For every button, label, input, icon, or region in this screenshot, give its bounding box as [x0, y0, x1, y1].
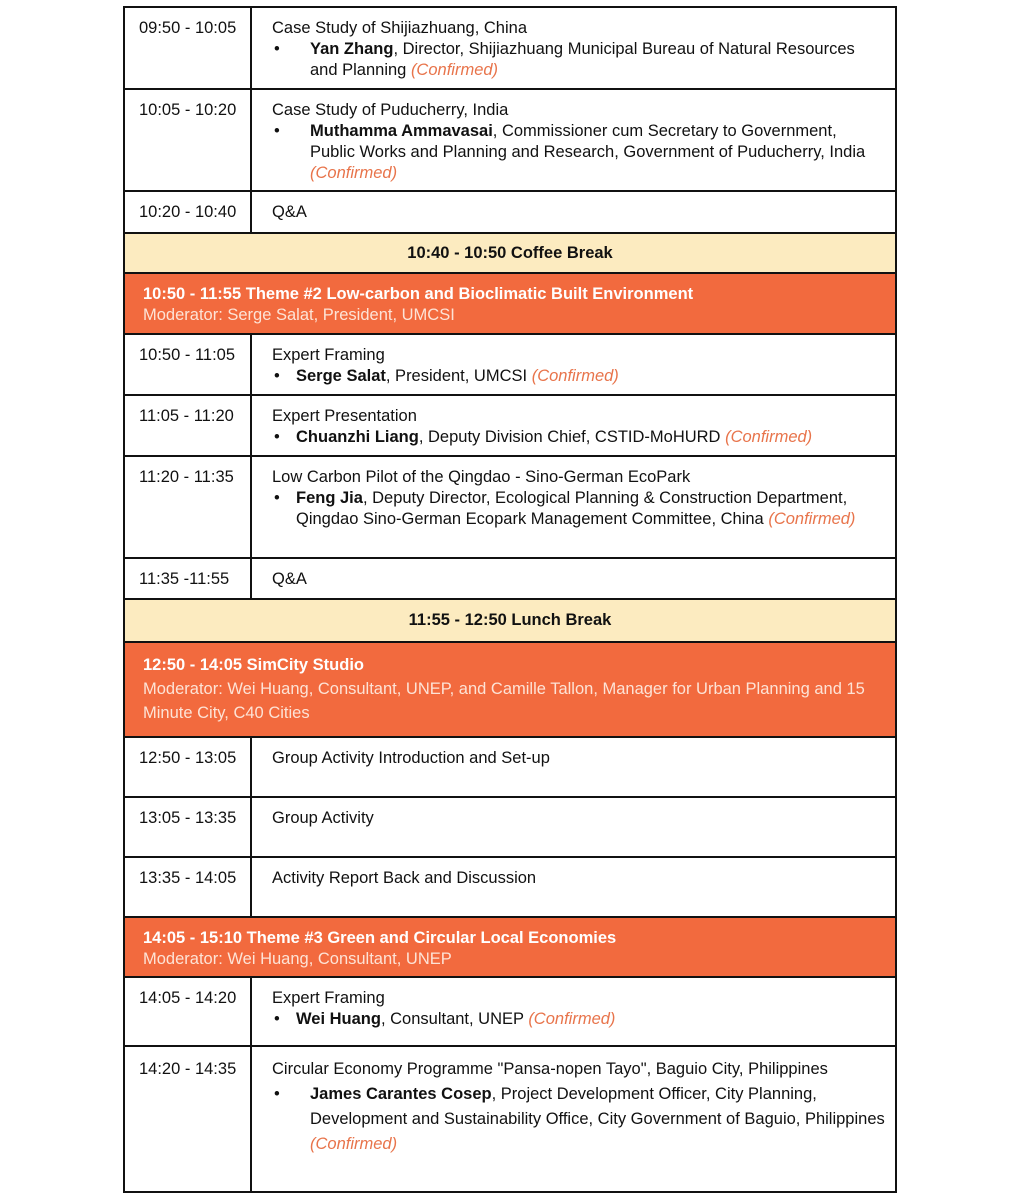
session-content	[252, 335, 895, 394]
agenda-table	[123, 6, 897, 1193]
session-title: Circular Economy Programme "Pansa-nopen Tayo", Baguio City, Philippines	[272, 1060, 828, 1078]
session-row	[125, 858, 895, 918]
speaker-role: , President, UMCSI	[385, 367, 528, 385]
speaker-item	[272, 121, 885, 184]
session-row	[125, 192, 895, 234]
session-row	[125, 8, 895, 90]
session-content	[252, 738, 895, 796]
speaker-name: Wei Huang	[296, 1010, 381, 1028]
session-time: 10:50 - 11:05	[125, 335, 252, 394]
session-row	[125, 798, 895, 858]
theme-header-row	[125, 643, 895, 738]
session-content	[252, 90, 895, 190]
session-title: Q&A	[272, 570, 307, 588]
speaker-item	[272, 366, 885, 387]
status-badge: (Confirmed)	[528, 1010, 616, 1028]
session-row	[125, 90, 895, 192]
break-row	[125, 600, 895, 643]
session-title: Expert Framing	[272, 989, 385, 1007]
session-row	[125, 457, 895, 559]
moderator: Moderator: Serge Salat, President, UMCSI	[143, 306, 455, 324]
session-title: Expert Presentation	[272, 407, 417, 425]
speaker-role: , Deputy Director, Ecological Planning & Construction Department, Qingdao Sino-German Ecopark Management Committee, China	[296, 489, 848, 528]
session-content	[252, 8, 895, 88]
session-title: Case Study of Puducherry, India	[272, 101, 509, 119]
break-label: 10:40 - 10:50 Coffee Break	[407, 243, 613, 262]
speaker-item	[272, 1082, 885, 1157]
speaker-name: Feng Jia	[296, 489, 363, 507]
moderator: Moderator: Wei Huang, Consultant, UNEP	[143, 950, 452, 968]
session-content	[252, 396, 895, 455]
speaker-role: , Consultant, UNEP	[380, 1010, 524, 1028]
session-row	[125, 396, 895, 457]
session-content	[252, 978, 895, 1045]
theme-title: 10:50 - 11:55 Theme #2 Low-carbon and Bioclimatic Built Environment	[143, 285, 694, 303]
session-time: 10:20 - 10:40	[125, 192, 252, 232]
session-time: 14:05 - 14:20	[125, 978, 252, 1045]
break-label: 11:55 - 12:50 Lunch Break	[408, 611, 612, 629]
session-title: Low Carbon Pilot of the Qingdao - Sino-German EcoPark	[272, 468, 691, 486]
speaker-item	[272, 39, 885, 81]
speaker-name: Yan Zhang	[310, 40, 394, 58]
speaker-name: Muthamma Ammavasai	[310, 122, 493, 140]
theme-title: 14:05 - 15:10 Theme #3 Green and Circular Local Economies	[143, 929, 617, 947]
session-time: 13:05 - 13:35	[125, 798, 252, 856]
session-title: Group Activity	[272, 809, 374, 827]
status-badge: (Confirmed)	[531, 367, 619, 385]
session-time: 12:50 - 13:05	[125, 738, 252, 796]
speaker-item	[272, 427, 885, 448]
speaker-role: , Project Development Officer, City Planning, Development and Sustainability Office, City Government of Baguio, Philippines	[310, 1085, 885, 1128]
session-time: 11:05 - 11:20	[125, 396, 252, 455]
session-title: Q&A	[272, 203, 307, 221]
session-content	[252, 192, 895, 232]
theme-header-row	[125, 918, 895, 978]
theme-header-row	[125, 274, 895, 335]
speaker-role: , Director, Shijiazhuang Municipal Bureau of Natural Resources and Planning	[310, 40, 855, 79]
session-content	[252, 457, 895, 557]
session-content	[252, 798, 895, 856]
session-row	[125, 1047, 895, 1191]
speaker-name: Chuanzhi Liang	[296, 428, 419, 446]
session-content	[252, 559, 895, 598]
session-row	[125, 335, 895, 396]
session-time: 10:05 - 10:20	[125, 90, 252, 190]
session-title: Group Activity Introduction and Set-up	[272, 749, 550, 767]
moderator: Moderator: Wei Huang, Consultant, UNEP, and Camille Tallon, Manager for Urban Planning and 15 Minute City, C40 Cities	[143, 680, 865, 722]
session-time: 11:20 - 11:35	[125, 457, 252, 557]
session-content	[252, 1047, 895, 1191]
theme-title: 12:50 - 14:05 SimCity Studio	[143, 656, 364, 674]
session-title: Expert Framing	[272, 346, 385, 364]
speaker-name: Serge Salat	[296, 367, 386, 385]
session-row	[125, 559, 895, 600]
speaker-name: James Carantes Cosep	[310, 1085, 492, 1103]
status-badge: (Confirmed)	[310, 1135, 398, 1153]
status-badge: (Confirmed)	[410, 61, 499, 79]
speaker-role: , Deputy Division Chief, CSTID-MoHURD	[418, 428, 721, 446]
status-badge: (Confirmed)	[725, 428, 813, 446]
session-time: 09:50 - 10:05	[125, 8, 252, 88]
session-time: 11:35 -11:55	[125, 559, 252, 598]
session-row	[125, 738, 895, 798]
speaker-item	[272, 1009, 885, 1030]
session-time: 14:20 - 14:35	[125, 1047, 252, 1191]
status-badge: (Confirmed)	[768, 510, 856, 528]
session-row	[125, 978, 895, 1047]
session-title: Case Study of Shijiazhuang, China	[272, 19, 527, 37]
speaker-item	[272, 488, 885, 530]
speaker-role: , Commissioner cum Secretary to Government, Public Works and Planning and Research, Government of Puducherry, India	[310, 122, 866, 161]
status-badge: (Confirmed)	[310, 164, 398, 182]
break-row	[125, 234, 895, 274]
session-time: 13:35 - 14:05	[125, 858, 252, 916]
session-title: Activity Report Back and Discussion	[272, 869, 537, 887]
session-content	[252, 858, 895, 916]
